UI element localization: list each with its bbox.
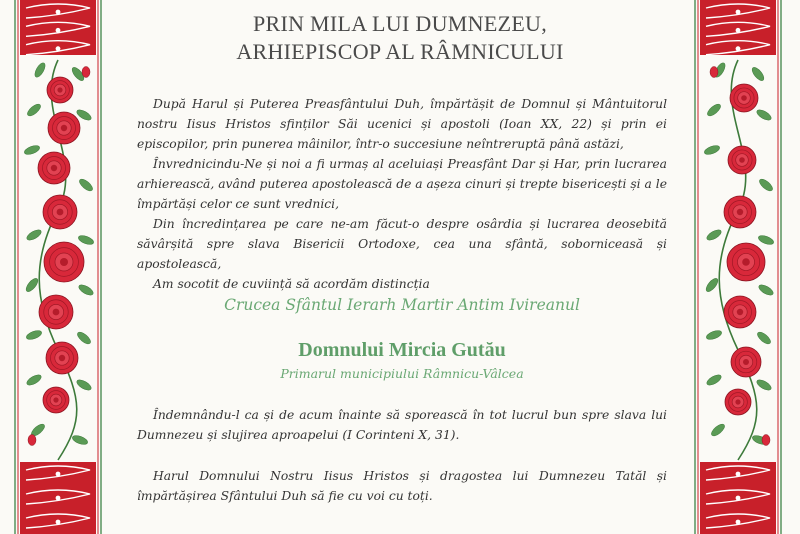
blessing-text	[137, 466, 667, 506]
leaf-icon	[705, 228, 722, 242]
leaf-icon	[78, 177, 95, 193]
heading-line-2: ARHIEPISCOP AL RÂMNICULUI	[236, 39, 564, 64]
leaf-icon	[757, 234, 774, 246]
intro-text	[137, 94, 667, 294]
intro-paragraph-2: Învrednicindu-Ne și noi a fi urmaș al aceluiași Preasfânt Dar și Har, prin lucrarea arhierească, având puterea apostolească de a așeza cinuri și trepte bisericești și a le împărtăși celor ce sunt vrednici,	[137, 157, 667, 211]
leaf-icon	[24, 277, 40, 294]
rose-icon	[724, 196, 756, 228]
leaf-icon	[77, 234, 94, 246]
leaf-icon	[704, 277, 720, 294]
rose-icon	[38, 152, 70, 184]
rose-icon	[730, 84, 758, 112]
leaf-icon	[705, 329, 722, 341]
heading-line-1: PRIN MILA LUI DUMNEZEU,	[252, 11, 548, 36]
rose-icon	[43, 387, 69, 413]
leaf-icon	[750, 66, 766, 83]
rose-icon	[731, 347, 761, 377]
recipient-name: Domnului Mircia Gutău	[298, 339, 506, 361]
rosebud-icon	[28, 435, 36, 446]
ornament-panel	[20, 0, 96, 55]
leaf-icon	[756, 330, 773, 346]
rose-icon	[47, 77, 73, 103]
distinction-title: Crucea Sfântul Ierarh Martir Antim Ivireanul	[224, 296, 580, 314]
leaf-icon	[755, 108, 772, 122]
leaf-icon	[755, 378, 772, 392]
ornament-panel	[700, 462, 776, 534]
rose-icon	[725, 389, 751, 415]
exhortation-text	[137, 405, 667, 445]
floral-border-right	[694, 0, 782, 534]
leaf-icon	[25, 228, 42, 242]
leaf-icon	[75, 378, 92, 392]
blessing-paragraph: Harul Domnului Nostru Iisus Hristos și dragostea lui Dumnezeu Tatăl și împărtășirea Sfântului Duh să fie cu voi cu toți.	[137, 469, 667, 503]
leaf-icon	[25, 329, 42, 341]
rosebud-icon	[82, 67, 90, 78]
leaf-icon	[76, 330, 93, 346]
leaf-icon	[77, 283, 94, 297]
leaf-icon	[758, 177, 775, 193]
rose-icon	[39, 295, 73, 329]
leaf-icon	[710, 422, 727, 438]
rosebud-icon	[762, 435, 770, 446]
rose-icon	[43, 195, 77, 229]
rose-icon	[46, 342, 78, 374]
intro-paragraph-3: Din încredințarea pe care ne-am făcut-o despre osârdia și lucrarea deosebită săvârșită spre slava Bisericii Ortodoxe, cea una sfântă, soborniceasă și apostolească,	[137, 217, 667, 271]
rose-icon	[724, 296, 756, 328]
leaf-icon	[757, 283, 774, 297]
exhortation-paragraph: Îndemnându-l ca și de acum înainte să sporească în tot lucrul bun spre slava lui Dumnezeu și slujirea aproapelui (I Corinteni X, 31).	[137, 408, 667, 442]
leaf-icon	[23, 144, 40, 156]
rose-icon	[48, 112, 80, 144]
floral-border-left	[14, 0, 102, 534]
ornament-panel	[700, 0, 776, 55]
leaf-icon	[706, 102, 723, 118]
rose-icon	[728, 146, 756, 174]
ornament-panel	[20, 462, 96, 534]
intro-paragraph-1: După Harul și Puterea Preasfântului Duh, împărtășit de Domnul și Mântuitorul nostru Iisus Hristos sfinților Săi ucenici și apostoli (Ioan XX, 22) și prin ei episcopilor, prin punerea mâinilor, într-o succesiune neîntreruptă până astăzi,	[137, 97, 667, 151]
leaf-icon	[71, 434, 88, 446]
leaf-icon	[33, 61, 47, 78]
leaf-icon	[25, 373, 42, 387]
leaf-icon	[703, 144, 720, 156]
rose-icon	[727, 243, 765, 281]
intro-paragraph-4: Am socotit de cuviință să acordăm distincția	[153, 277, 430, 291]
leaf-icon	[26, 102, 43, 118]
leaf-icon	[705, 373, 722, 387]
rosebud-icon	[710, 67, 718, 78]
recipient-title: Primarul municipiului Râmnicu-Vâlcea	[280, 366, 524, 381]
rose-icon	[44, 242, 84, 282]
